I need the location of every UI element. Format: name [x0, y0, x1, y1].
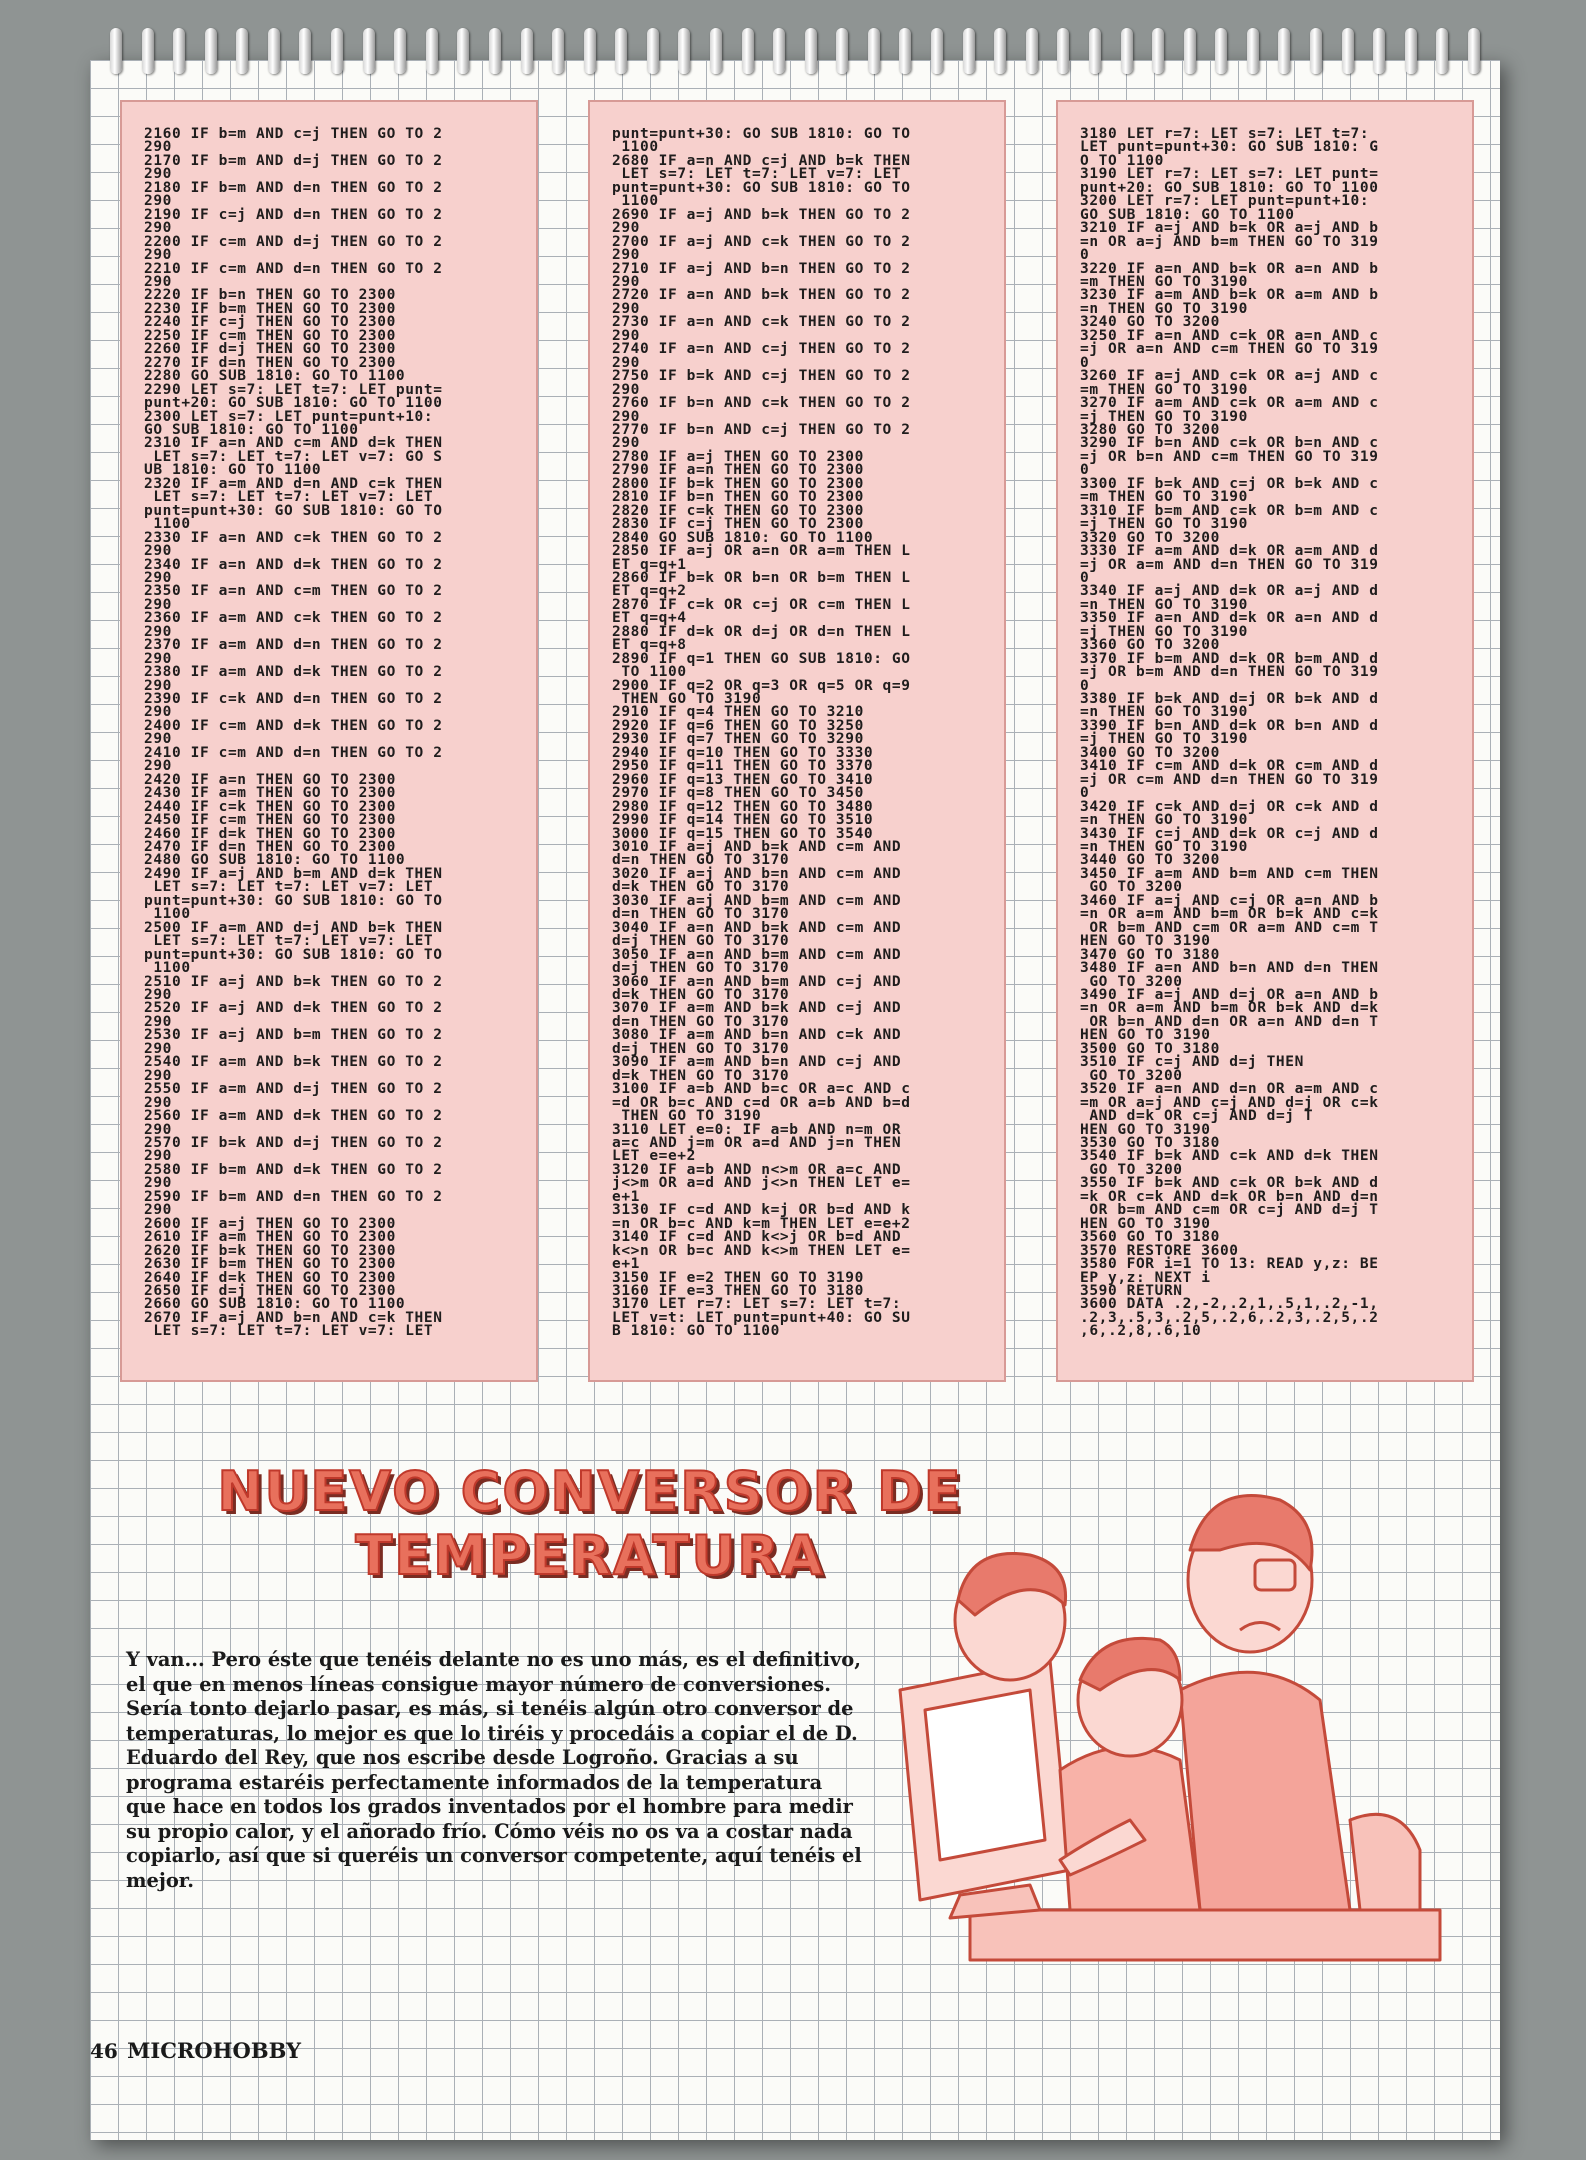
spiral-ring [931, 28, 943, 74]
spiral-ring [173, 28, 185, 74]
spiral-ring [615, 28, 627, 74]
spiral-ring [1089, 28, 1101, 74]
spiral-ring [1057, 28, 1069, 74]
spiral-ring [1373, 28, 1385, 74]
spiral-ring [805, 28, 817, 74]
spiral-ring [1468, 28, 1480, 74]
spiral-ring [1026, 28, 1038, 74]
spiral-ring [1152, 28, 1164, 74]
spiral-ring [678, 28, 690, 74]
spiral-ring [963, 28, 975, 74]
article-body: Y van... Pero éste que tenéis delante no es uno más, es el definitivo, el que en menos líneas consigue mayor número de conversiones. Sería tonto dejarlo pasar, es más, si tenéis algún otro conversor de temperaturas, lo mejor es que lo tiréis y procedáis a copiar el de D. Eduardo del Rey, que nos escribe desde Logroño. Gracias a su programa estaréis perfectamente informados de la temperatura que hace en todos los grados inventados por el hombre para medir su propio calor, y el añorado frío. Cómo véis no os va a costar nada copiarlo, así que si queréis un conversor competente, aquí tenéis el mejor. [126, 1648, 862, 1892]
spiral-ring [394, 28, 406, 74]
spiral-ring [552, 28, 564, 74]
spiral-ring [426, 28, 438, 74]
spiral-ring [1310, 28, 1322, 74]
listing-column-3 [1056, 100, 1474, 1382]
spiral-ring [742, 28, 754, 74]
spiral-ring [1342, 28, 1354, 74]
spiral-binding [110, 28, 1480, 88]
spiral-ring [710, 28, 722, 74]
title-line-2: TEMPERATURA [355, 1524, 825, 1587]
listing-column-2 [588, 100, 1006, 1382]
spiral-ring [205, 28, 217, 74]
spiral-ring [836, 28, 848, 74]
spiral-ring [331, 28, 343, 74]
spiral-ring [521, 28, 533, 74]
spiral-ring [457, 28, 469, 74]
spiral-ring [110, 28, 122, 74]
spiral-ring [489, 28, 501, 74]
spiral-ring [1405, 28, 1417, 74]
spiral-ring [1121, 28, 1133, 74]
basic-code-1: 2160 IF b=m AND c=j THEN GO TO 2 290 2170 IF b=m AND d=j THEN GO TO 2 290 2180 IF b=m AND d=n THEN GO TO 2 290 2190 IF c=j AND d=n THEN GO TO 2 290 2200 IF c=m AND d=j THEN GO TO 2 290 2210 IF c=m AND d=n THEN GO TO 2 290 2220 IF b=n THEN GO TO 2300 2230 IF b=m THEN GO TO 2300 2240 IF c=j THEN GO TO 2300 2250 IF c=m THEN GO TO 2300 2260 IF d=j THEN GO TO 2300 2270 IF d=n THEN GO TO 2300 2280 GO SUB 1810: GO TO 1100 2290 LET s=7: LET t=7: LET punt= punt+20: GO SUB 1810: GO TO 1100 2300 LET s=7: LET punt=punt+10: GO SUB 1810: GO TO 1100 2310 IF a=n AND c=m AND d=k THEN LET s=7: LET t=7: LET v=7: GO S UB 1810: GO TO 1100 2320 IF a=m AND d=n AND c=k THEN LET s=7: LET t=7: LET v=7: LET punt=punt+30: GO SUB 1810: GO TO 1100 2330 IF a=n AND c=k THEN GO TO 2 290 2340 IF a=n AND d=k THEN GO TO 2 290 2350 IF a=n AND c=m THEN GO TO 2 290 2360 IF a=m AND c=k THEN GO TO 2 290 2370 IF a=m AND d=n THEN GO TO 2 290 2380 IF a=m AND d=k THEN GO TO 2 290 2390 IF c=k AND d=n THEN GO TO 2 290 2400 IF c=m AND d=k THEN GO TO 2 290 2410 IF c=m AND d=n THEN GO TO 2 290 2420 IF a=n THEN GO TO 2300 2430 IF a=m THEN GO TO 2300 2440 IF c=k THEN GO TO 2300 2450 IF c=m THEN GO TO 2300 2460 IF d=k THEN GO TO 2300 2470 IF d=n THEN GO TO 2300 2480 GO SUB 1810: GO TO 1100 2490 IF a=j AND b=m AND d=k THEN LET s=7: LET t=7: LET v=7: LET punt=punt+30: GO SUB 1810: GO TO 1100 2500 IF a=m AND d=j AND b=k THEN LET s=7: LET t=7: LET v=7: LET punt=punt+30: GO SUB 1810: GO TO 1100 2510 IF a=j AND b=k THEN GO TO 2 290 2520 IF a=j AND d=k THEN GO TO 2 290 2530 IF a=j AND b=m THEN GO TO 2 290 2540 IF a=m AND b=k THEN GO TO 2 290 2550 IF a=m AND d=j THEN GO TO 2 290 2560 IF a=m AND d=k THEN GO TO 2 290 2570 IF b=k AND d=j THEN GO TO 2 290 2580 IF b=m AND d=k THEN GO TO 2 290 2590 IF b=m AND d=n THEN GO TO 2 290 2600 IF a=j THEN GO TO 2300 2610 IF a=m THEN GO TO 2300 2620 IF b=k THEN GO TO 2300 2630 IF b=m THEN GO TO 2300 2640 IF d=k THEN GO TO 2300 2650 IF d=j THEN GO TO 2300 2660 GO SUB 1810: GO TO 1100 2670 IF a=j AND b=n AND c=k THEN LET s=7: LET t=7: LET v=7: LET [144, 126, 443, 1340]
spiral-ring [1184, 28, 1196, 74]
magazine-name: MICROHOBBY [127, 2038, 301, 2063]
spiral-ring [1215, 28, 1227, 74]
basic-code-3: 3180 LET r=7: LET s=7: LET t=7: LET punt=punt+30: GO SUB 1810: G O TO 1100 3190 LET r=7: LET s=7: LET punt= punt+20: GO SUB 1810: GO TO 1100 3200 LET r=7: LET punt=punt+10: GO SUB 1810: GO TO 1100 3210 IF a=j AND b=k OR a=j AND b =n OR a=j AND b=m THEN GO TO 319 0 3220 IF a=n AND b=k OR a=n AND b =m THEN GO TO 3190 3230 IF a=m AND b=k OR a=m AND b =n THEN GO TO 3190 3240 GO TO 3200 3250 IF a=n AND c=k OR a=n AND c =j OR a=n AND c=m THEN GO TO 319 0 3260 IF a=j AND c=k OR a=j AND c =m THEN GO TO 3190 3270 IF a=m AND c=k OR a=m AND c =j THEN GO TO 3190 3280 GO TO 3200 3290 IF b=n AND c=k OR b=n AND c =j OR b=n AND c=m THEN GO TO 319 0 3300 IF b=k AND c=j OR b=k AND c =m THEN GO TO 3190 3310 IF b=m AND c=k OR b=m AND c =j THEN GO TO 3190 3320 GO TO 3200 3330 IF a=m AND d=k OR a=m AND d =j OR a=m AND d=n THEN GO TO 319 0 3340 IF a=j AND d=k OR a=j AND d =n THEN GO TO 3190 3350 IF a=n AND d=k OR a=n AND d =j THEN GO TO 3190 3360 GO TO 3200 3370 IF b=m AND d=k OR b=m AND d =j OR b=m AND d=n THEN GO TO 319 0 3380 IF b=k AND d=j OR b=k AND d =n THEN GO TO 3190 3390 IF b=n AND d=k OR b=n AND d =j THEN GO TO 3190 3400 GO TO 3200 3410 IF c=m AND d=k OR c=m AND d =j OR c=m AND d=n THEN GO TO 319 0 3420 IF c=k AND d=j OR c=k AND d =n THEN GO TO 3190 3430 IF c=j AND d=k OR c=j AND d =n THEN GO TO 3190 3440 GO TO 3200 3450 IF a=m AND b=m AND c=m THEN GO TO 3200 3460 IF a=j AND c=j OR a=n AND b =n OR a=m AND b=m OR b=k AND c=k OR b=m AND c=m OR a=m AND c=m T HEN GO TO 3190 3470 GO TO 3180 3480 IF a=n AND b=n AND d=n THEN GO TO 3200 3490 IF a=j AND d=j OR a=n AND b =n OR a=m AND b=m OR b=k AND d=k OR b=n AND d=n OR a=n AND d=n T HEN GO TO 3190 3500 GO TO 3180 3510 IF c=j AND d=j THEN GO TO 3200 3520 IF a=n AND d=n OR a=m AND c =m OR a=j AND c=j AND d=j OR c=k AND d=k OR c=j AND d=j T HEN GO TO 3190 3530 GO TO 3180 3540 IF b=k AND c=k AND d=k THEN GO TO 3200 3550 IF b=k AND c=k OR b=k AND d =k OR c=k AND d=k OR b=n AND d=n OR b=m AND c=m OR c=j AND d=j T HEN GO TO 3190 3560 GO TO 3180 3570 RESTORE 3600 3580 FOR i=1 TO 13: READ y,z: BE EP y,z: NEXT i 3590 RETURN 3600 DATA .2,-2,.2,1,.5,1,.2,-1, .2,3,.5,3,.2,5,.2,6,.2,3,.2,5,.2 ,6,.2,8,.6,10 [1080, 126, 1379, 1340]
spiral-ring [868, 28, 880, 74]
spiral-ring [899, 28, 911, 74]
page-footer [90, 2038, 301, 2063]
spiral-ring [236, 28, 248, 74]
spiral-ring [299, 28, 311, 74]
spiral-ring [268, 28, 280, 74]
basic-code-2: punt=punt+30: GO SUB 1810: GO TO 1100 2680 IF a=n AND c=j AND b=k THEN LET s=7: LET t=7: LET v=7: LET punt=punt+30: GO SUB 1810: GO TO 1100 2690 IF a=j AND b=k THEN GO TO 2 290 2700 IF a=j AND c=k THEN GO TO 2 290 2710 IF a=j AND b=n THEN GO TO 2 290 2720 IF a=n AND b=k THEN GO TO 2 290 2730 IF a=n AND c=k THEN GO TO 2 290 2740 IF a=n AND c=j THEN GO TO 2 290 2750 IF b=k AND c=j THEN GO TO 2 290 2760 IF b=n AND c=k THEN GO TO 2 290 2770 IF b=n AND c=j THEN GO TO 2 290 2780 IF a=j THEN GO TO 2300 2790 IF a=n THEN GO TO 2300 2800 IF b=k THEN GO TO 2300 2810 IF b=n THEN GO TO 2300 2820 IF c=k THEN GO TO 2300 2830 IF c=j THEN GO TO 2300 2840 GO SUB 1810: GO TO 1100 2850 IF a=j OR a=n OR a=m THEN L ET q=q+1 2860 IF b=k OR b=n OR b=m THEN L ET q=q+2 2870 IF c=k OR c=j OR c=m THEN L ET q=q+4 2880 IF d=k OR d=j OR d=n THEN L ET q=q+8 2890 IF q=1 THEN GO SUB 1810: GO TO 1100 2900 IF q=2 OR q=3 OR q=5 OR q=9 THEN GO TO 3190 2910 IF q=4 THEN GO TO 3210 2920 IF q=6 THEN GO TO 3250 2930 IF q=7 THEN GO TO 3290 2940 IF q=10 THEN GO TO 3330 2950 IF q=11 THEN GO TO 3370 2960 IF q=13 THEN GO TO 3410 2970 IF q=8 THEN GO TO 3450 2980 IF q=12 THEN GO TO 3480 2990 IF q=14 THEN GO TO 3510 3000 IF q=15 THEN GO TO 3540 3010 IF a=j AND b=k AND c=m AND d=n THEN GO TO 3170 3020 IF a=j AND b=n AND c=m AND d=k THEN GO TO 3170 3030 IF a=j AND b=m AND c=m AND d=n THEN GO TO 3170 3040 IF a=n AND b=k AND c=m AND d=j THEN GO TO 3170 3050 IF a=n AND b=m AND c=m AND d=j THEN GO TO 3170 3060 IF a=n AND b=m AND c=j AND d=k THEN GO TO 3170 3070 IF a=m AND b=k AND c=j AND d=n THEN GO TO 3170 3080 IF a=m AND b=n AND c=k AND d=j THEN GO TO 3170 3090 IF a=m AND b=n AND c=j AND d=k THEN GO TO 3170 3100 IF a=b AND b=c OR a=c AND c =d OR b=c AND c=d OR a=b AND b=d THEN GO TO 3190 3110 LET e=0: IF a=b AND n=m OR a=c AND j=m OR a=d AND j=n THEN LET e=e+2 3120 IF a=b AND n<>m OR a=c AND j<>m OR a=d AND j<>n THEN LET e= e+1 3130 IF c=d AND k=j OR b=d AND k =n OR b=c AND k=m THEN LET e=e+2 3140 IF c=d AND k<>j OR b=d AND k<>n OR b=c AND k<>m THEN LET e= e+1 3150 IF e=2 THEN GO TO 3190 3160 IF e=3 THEN GO TO 3180 3170 LET r=7: LET s=7: LET t=7: LET v=t: LET punt=punt+40: GO SU B 1810: GO TO 1100 [612, 126, 911, 1340]
article-title [200, 1460, 980, 1588]
two-men-at-computer-drawing-icon [880, 1440, 1480, 2000]
page-number: 46 [90, 2039, 118, 2063]
spiral-ring [1278, 28, 1290, 74]
spiral-ring [1247, 28, 1259, 74]
listing-column-1 [120, 100, 538, 1382]
spiral-ring [647, 28, 659, 74]
spiral-ring [584, 28, 596, 74]
spiral-ring [994, 28, 1006, 74]
spiral-ring [773, 28, 785, 74]
spiral-ring [1436, 28, 1448, 74]
spiral-ring [142, 28, 154, 74]
title-line-1: NUEVO CONVERSOR DE [217, 1460, 963, 1523]
spiral-ring [363, 28, 375, 74]
